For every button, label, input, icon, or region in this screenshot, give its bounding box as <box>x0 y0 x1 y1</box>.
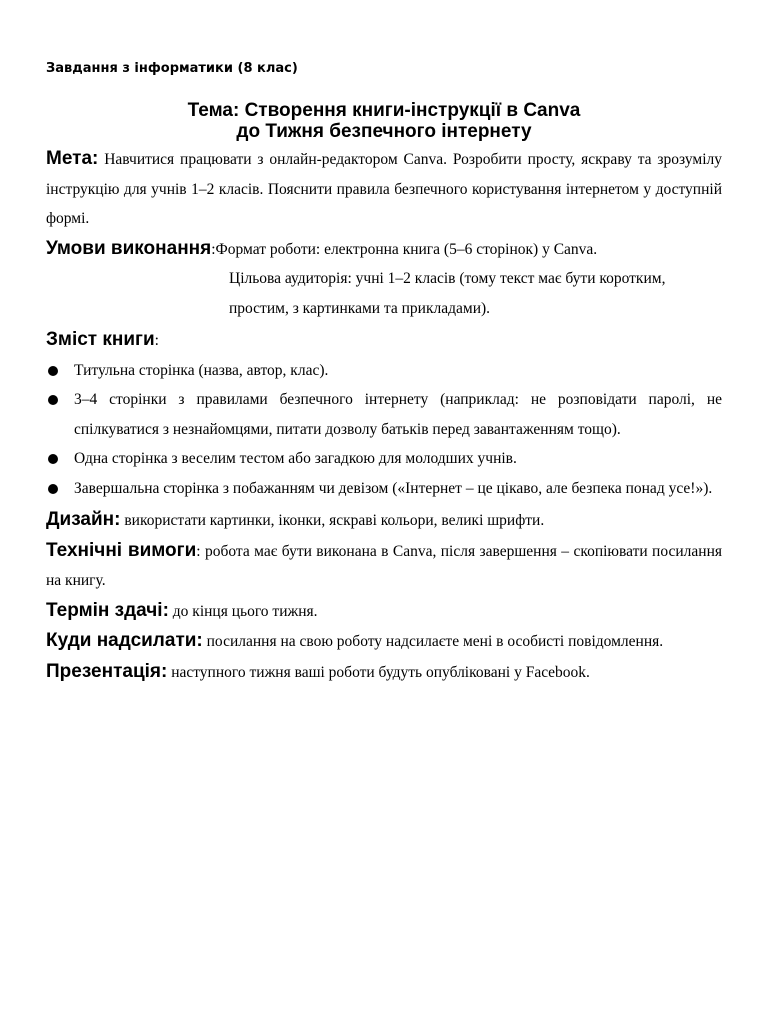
deadline-section <box>46 596 722 627</box>
content-list <box>46 356 722 504</box>
list-item: Одна сторінка з веселим тестом або загадкою для молодших учнів. <box>46 444 722 474</box>
bullet-icon <box>48 366 58 376</box>
content-label: Зміст книги <box>46 329 155 350</box>
technical-section <box>46 536 722 596</box>
bullet-icon <box>48 484 58 494</box>
deadline-label: Термін здачі: <box>46 599 169 621</box>
conditions-section <box>46 234 722 324</box>
design-text: використати картинки, іконки, яскраві кольори, великі шрифти. <box>124 512 545 529</box>
submit-text: посилання на свою роботу надсилаєте мені в особисті повідомлення. <box>206 633 664 650</box>
deadline-text: до кінця цього тижня. <box>172 602 318 620</box>
conditions-label: Умови виконання <box>46 237 212 259</box>
document-page <box>46 60 722 687</box>
document-title <box>46 100 722 142</box>
presentation-section <box>46 657 722 688</box>
goal-text: Навчитися працювати з онлайн-редактором Canva. Розробити просту, яскраву та зрозумілу інструкцію для учнів 1–2 класів. Пояснити правила безпечного користування інтернетом у доступній формі. <box>46 151 723 227</box>
design-label: Дизайн: <box>46 509 121 530</box>
presentation-text: наступного тижня ваші роботи будуть опубліковані у Facebook. <box>171 663 590 681</box>
bullet-icon <box>48 395 58 405</box>
presentation-label: Презентація: <box>46 660 168 682</box>
title-line-1: Тема: Створення книги-інструкції в Canva <box>187 100 581 121</box>
bullet-icon <box>48 454 58 464</box>
content-colon: : <box>154 332 159 349</box>
list-item: Завершальна сторінка з побажанням чи девізом («Інтернет – це цікаво, але безпека понад усе!»). <box>46 474 722 504</box>
goal-section <box>46 144 722 234</box>
title-line-2: до Тижня безпечного інтернету <box>236 121 532 142</box>
conditions-line-1: :Формат роботи: електронна книга (5–6 сторінок) у Canva. <box>211 240 598 258</box>
subject-header: Завдання з інформатики (8 клас) <box>46 61 298 76</box>
design-section <box>46 505 722 536</box>
conditions-line-2: Цільова аудиторія: учні 1–2 класів (тому текст має бути коротким, простим, з картинками та прикладами). <box>229 270 666 317</box>
technical-label: Технічні вимоги <box>46 539 197 561</box>
list-item: Титульна сторінка (назва, автор, клас). <box>46 356 722 386</box>
submit-section <box>46 626 722 657</box>
content-heading <box>46 325 722 356</box>
list-item: 3–4 сторінки з правилами безпечного інтернету (наприклад: не розповідати паролі, не спілкуватися з незнайомцями, питати дозволу батьків перед завантаженням тощо). <box>46 385 722 444</box>
goal-label: Мета: <box>46 148 99 169</box>
submit-label: Куди надсилати: <box>46 630 203 651</box>
technical-text: : робота має бути виконана в Canva, після завершення – скопіювати посилання на книгу. <box>46 542 722 589</box>
